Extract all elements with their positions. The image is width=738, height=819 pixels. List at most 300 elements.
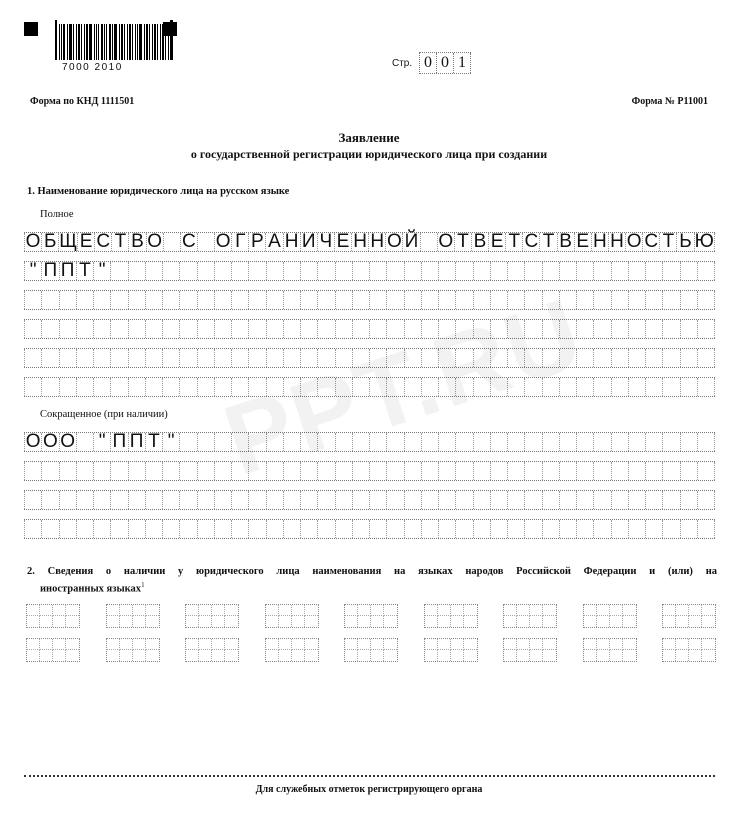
char-cell[interactable]	[645, 520, 662, 538]
char-cell[interactable]	[266, 491, 283, 509]
language-code-cell[interactable]	[40, 650, 53, 661]
char-cell[interactable]	[662, 320, 679, 338]
char-cell[interactable]	[593, 320, 610, 338]
language-code-cell[interactable]	[384, 616, 397, 627]
char-cell[interactable]	[455, 433, 472, 451]
char-cell[interactable]: О	[25, 431, 41, 452]
language-code-block[interactable]	[185, 604, 239, 628]
char-cell[interactable]: О	[626, 231, 642, 252]
char-cell[interactable]	[145, 378, 162, 396]
char-cell[interactable]	[179, 320, 196, 338]
char-cell[interactable]	[59, 349, 76, 367]
language-code-cell[interactable]	[27, 650, 40, 661]
char-cell[interactable]	[59, 320, 76, 338]
language-code-cell[interactable]	[120, 650, 133, 661]
char-cell[interactable]	[300, 320, 317, 338]
char-cell[interactable]	[593, 520, 610, 538]
char-cell[interactable]	[214, 491, 231, 509]
char-cell[interactable]	[680, 462, 697, 480]
char-cell[interactable]	[145, 320, 162, 338]
char-cell[interactable]	[179, 349, 196, 367]
char-cell[interactable]	[593, 262, 610, 280]
language-code-cell[interactable]	[663, 650, 676, 661]
char-cell[interactable]	[231, 291, 248, 309]
char-cell[interactable]	[76, 291, 93, 309]
full-name-row[interactable]	[24, 261, 715, 281]
language-code-block[interactable]	[344, 638, 398, 662]
char-cell[interactable]	[697, 349, 715, 367]
char-cell[interactable]	[404, 291, 421, 309]
char-cell[interactable]	[248, 520, 265, 538]
char-cell[interactable]	[352, 320, 369, 338]
char-cell[interactable]	[369, 291, 386, 309]
char-cell[interactable]: О	[386, 231, 402, 252]
char-cell[interactable]: В	[557, 233, 574, 251]
char-cell[interactable]	[300, 520, 317, 538]
char-cell[interactable]	[628, 491, 645, 509]
char-cell[interactable]: Й	[402, 233, 419, 251]
char-cell[interactable]	[76, 320, 93, 338]
language-code-block[interactable]	[185, 638, 239, 662]
char-cell[interactable]: Т	[145, 433, 162, 451]
char-cell[interactable]	[24, 462, 41, 480]
char-cell[interactable]	[697, 291, 715, 309]
char-cell[interactable]: Т	[454, 233, 471, 251]
char-cell[interactable]	[473, 462, 490, 480]
char-cell[interactable]	[490, 491, 507, 509]
char-cell[interactable]	[611, 491, 628, 509]
char-cell[interactable]	[317, 320, 334, 338]
char-cell[interactable]	[59, 520, 76, 538]
language-code-cell[interactable]	[107, 616, 120, 627]
language-code-cell[interactable]	[543, 605, 556, 616]
language-code-cell[interactable]	[66, 605, 79, 616]
char-cell[interactable]	[335, 491, 352, 509]
short-name-row[interactable]	[24, 490, 715, 510]
char-cell[interactable]	[386, 462, 403, 480]
char-cell[interactable]	[611, 291, 628, 309]
language-code-cell[interactable]	[27, 616, 40, 627]
language-code-block[interactable]	[662, 638, 716, 662]
char-cell[interactable]	[335, 320, 352, 338]
language-code-cell[interactable]	[305, 650, 318, 661]
char-cell[interactable]: "	[93, 262, 110, 280]
language-code-cell[interactable]	[53, 650, 66, 661]
char-cell[interactable]: С	[522, 233, 539, 251]
char-cell[interactable]: И	[300, 233, 317, 251]
char-cell[interactable]	[317, 262, 334, 280]
char-cell[interactable]	[197, 462, 214, 480]
language-code-cell[interactable]	[425, 616, 438, 627]
language-code-cell[interactable]	[464, 650, 477, 661]
char-cell[interactable]	[611, 378, 628, 396]
char-cell[interactable]	[179, 378, 196, 396]
page-digit-cell[interactable]: 0	[437, 53, 454, 73]
language-code-cell[interactable]	[358, 605, 371, 616]
language-code-cell[interactable]	[266, 616, 279, 627]
language-code-cell[interactable]	[279, 616, 292, 627]
char-cell[interactable]	[662, 462, 679, 480]
language-code-block[interactable]	[503, 604, 557, 628]
char-cell[interactable]	[41, 291, 58, 309]
language-code-cell[interactable]	[212, 639, 225, 650]
language-code-cell[interactable]	[345, 605, 358, 616]
char-cell[interactable]	[421, 491, 438, 509]
char-cell[interactable]: С	[642, 233, 659, 251]
language-code-cell[interactable]	[663, 616, 676, 627]
char-cell[interactable]	[59, 462, 76, 480]
language-code-block[interactable]	[106, 604, 160, 628]
char-cell[interactable]	[128, 491, 145, 509]
language-code-cell[interactable]	[517, 650, 530, 661]
language-code-cell[interactable]	[199, 616, 212, 627]
language-code-cell[interactable]	[212, 605, 225, 616]
language-code-cell[interactable]	[371, 616, 384, 627]
char-cell[interactable]	[352, 462, 369, 480]
language-code-cell[interactable]	[199, 605, 212, 616]
language-code-cell[interactable]	[292, 616, 305, 627]
language-code-cell[interactable]	[225, 616, 238, 627]
language-code-block[interactable]	[265, 638, 319, 662]
char-cell[interactable]: А	[265, 233, 282, 251]
char-cell[interactable]	[231, 349, 248, 367]
language-code-cell[interactable]	[689, 616, 702, 627]
char-cell[interactable]	[697, 262, 715, 280]
char-cell[interactable]	[110, 491, 127, 509]
language-code-cell[interactable]	[358, 616, 371, 627]
char-cell[interactable]	[369, 462, 386, 480]
language-code-cell[interactable]	[371, 650, 384, 661]
language-code-cell[interactable]	[146, 605, 159, 616]
char-cell[interactable]	[404, 491, 421, 509]
char-cell[interactable]	[24, 491, 41, 509]
char-cell[interactable]: Т	[539, 233, 556, 251]
char-cell[interactable]	[680, 349, 697, 367]
language-code-cell[interactable]	[597, 639, 610, 650]
language-code-cell[interactable]	[663, 605, 676, 616]
char-cell[interactable]	[145, 291, 162, 309]
language-code-cell[interactable]	[40, 605, 53, 616]
char-cell[interactable]	[542, 491, 559, 509]
char-cell[interactable]	[507, 262, 524, 280]
char-cell[interactable]	[41, 378, 58, 396]
char-cell[interactable]	[697, 320, 715, 338]
char-cell[interactable]	[24, 349, 41, 367]
language-code-cell[interactable]	[597, 650, 610, 661]
char-cell[interactable]	[645, 262, 662, 280]
char-cell[interactable]	[628, 291, 645, 309]
language-code-cell[interactable]	[425, 639, 438, 650]
char-cell[interactable]	[369, 491, 386, 509]
char-cell[interactable]	[162, 378, 179, 396]
char-cell[interactable]: Е	[488, 233, 505, 251]
char-cell[interactable]	[162, 262, 179, 280]
char-cell[interactable]	[197, 233, 214, 251]
language-code-cell[interactable]	[384, 650, 397, 661]
char-cell[interactable]: П	[41, 262, 58, 280]
char-cell[interactable]	[283, 491, 300, 509]
char-cell[interactable]	[283, 291, 300, 309]
language-code-cell[interactable]	[676, 650, 689, 661]
char-cell[interactable]	[386, 291, 403, 309]
char-cell[interactable]	[110, 462, 127, 480]
language-code-cell[interactable]	[199, 639, 212, 650]
char-cell[interactable]	[248, 349, 265, 367]
char-cell[interactable]: Н	[368, 233, 385, 251]
char-cell[interactable]	[404, 262, 421, 280]
language-code-cell[interactable]	[623, 650, 636, 661]
char-cell[interactable]	[352, 291, 369, 309]
char-cell[interactable]	[628, 433, 645, 451]
char-cell[interactable]	[248, 262, 265, 280]
char-cell[interactable]: Г	[231, 233, 248, 251]
char-cell[interactable]	[507, 520, 524, 538]
language-code-cell[interactable]	[212, 616, 225, 627]
char-cell[interactable]	[662, 262, 679, 280]
char-cell[interactable]	[93, 520, 110, 538]
char-cell[interactable]	[162, 291, 179, 309]
char-cell[interactable]	[542, 462, 559, 480]
char-cell[interactable]	[145, 462, 162, 480]
char-cell[interactable]: О	[438, 231, 454, 252]
char-cell[interactable]	[611, 520, 628, 538]
char-cell[interactable]	[438, 291, 455, 309]
language-code-cell[interactable]	[517, 639, 530, 650]
char-cell[interactable]	[59, 491, 76, 509]
char-cell[interactable]: С	[180, 233, 197, 251]
language-code-cell[interactable]	[451, 616, 464, 627]
language-code-cell[interactable]	[438, 650, 451, 661]
char-cell[interactable]	[507, 433, 524, 451]
language-code-block[interactable]	[583, 638, 637, 662]
char-cell[interactable]	[76, 433, 93, 451]
char-cell[interactable]	[128, 291, 145, 309]
language-code-cell[interactable]	[107, 650, 120, 661]
language-code-cell[interactable]	[186, 639, 199, 650]
char-cell[interactable]	[576, 291, 593, 309]
language-code-cell[interactable]	[425, 605, 438, 616]
language-code-cell[interactable]	[66, 616, 79, 627]
char-cell[interactable]	[231, 262, 248, 280]
language-code-cell[interactable]	[225, 650, 238, 661]
char-cell[interactable]	[421, 520, 438, 538]
char-cell[interactable]	[645, 378, 662, 396]
char-cell[interactable]	[697, 491, 715, 509]
full-name-row[interactable]	[24, 290, 715, 310]
char-cell[interactable]	[628, 520, 645, 538]
language-code-cell[interactable]	[305, 639, 318, 650]
language-code-block[interactable]	[26, 638, 80, 662]
char-cell[interactable]	[611, 349, 628, 367]
char-cell[interactable]	[110, 262, 127, 280]
language-code-cell[interactable]	[384, 639, 397, 650]
char-cell[interactable]	[662, 291, 679, 309]
char-cell[interactable]: Ь	[676, 233, 693, 251]
char-cell[interactable]	[680, 433, 697, 451]
char-cell[interactable]	[421, 262, 438, 280]
char-cell[interactable]	[645, 462, 662, 480]
char-cell[interactable]	[593, 291, 610, 309]
language-code-cell[interactable]	[517, 605, 530, 616]
char-cell[interactable]	[697, 462, 715, 480]
char-cell[interactable]	[41, 320, 58, 338]
language-code-cell[interactable]	[107, 605, 120, 616]
char-cell[interactable]	[59, 378, 76, 396]
language-code-cell[interactable]	[186, 616, 199, 627]
char-cell[interactable]	[559, 433, 576, 451]
char-cell[interactable]: Т	[505, 233, 522, 251]
char-cell[interactable]	[438, 491, 455, 509]
language-code-cell[interactable]	[266, 605, 279, 616]
char-cell[interactable]	[645, 349, 662, 367]
char-cell[interactable]	[24, 320, 41, 338]
language-code-block[interactable]	[344, 604, 398, 628]
char-cell[interactable]	[438, 462, 455, 480]
char-cell[interactable]	[231, 320, 248, 338]
language-code-cell[interactable]	[451, 650, 464, 661]
char-cell[interactable]	[300, 291, 317, 309]
char-cell[interactable]	[179, 291, 196, 309]
char-cell[interactable]	[455, 262, 472, 280]
language-code-cell[interactable]	[358, 639, 371, 650]
char-cell[interactable]	[438, 262, 455, 280]
char-cell[interactable]	[524, 462, 541, 480]
char-cell[interactable]	[662, 520, 679, 538]
char-cell[interactable]	[93, 491, 110, 509]
char-cell[interactable]	[662, 491, 679, 509]
char-cell[interactable]	[179, 433, 196, 451]
language-code-cell[interactable]	[504, 639, 517, 650]
language-code-cell[interactable]	[464, 639, 477, 650]
char-cell[interactable]	[645, 320, 662, 338]
char-cell[interactable]: Ю	[694, 231, 714, 252]
char-cell[interactable]	[145, 520, 162, 538]
char-cell[interactable]	[680, 262, 697, 280]
language-code-cell[interactable]	[305, 605, 318, 616]
char-cell[interactable]: В	[128, 233, 145, 251]
page-digit-cell[interactable]: 0	[420, 53, 437, 73]
language-code-cell[interactable]	[610, 616, 623, 627]
language-code-cell[interactable]	[584, 639, 597, 650]
char-cell[interactable]	[628, 349, 645, 367]
char-cell[interactable]	[266, 520, 283, 538]
char-cell[interactable]	[369, 262, 386, 280]
page-number-field[interactable]	[419, 52, 471, 74]
char-cell[interactable]: П	[128, 433, 145, 451]
language-code-cell[interactable]	[610, 650, 623, 661]
char-cell[interactable]	[266, 349, 283, 367]
char-cell[interactable]	[248, 291, 265, 309]
char-cell[interactable]	[386, 520, 403, 538]
char-cell[interactable]	[507, 491, 524, 509]
char-cell[interactable]	[507, 462, 524, 480]
char-cell[interactable]	[24, 520, 41, 538]
char-cell[interactable]	[593, 433, 610, 451]
language-code-cell[interactable]	[266, 650, 279, 661]
language-code-cell[interactable]	[504, 605, 517, 616]
char-cell[interactable]	[645, 491, 662, 509]
char-cell[interactable]	[197, 378, 214, 396]
char-cell[interactable]	[662, 433, 679, 451]
char-cell[interactable]: О	[25, 231, 41, 252]
char-cell[interactable]	[576, 433, 593, 451]
language-code-cell[interactable]	[504, 616, 517, 627]
char-cell[interactable]	[110, 378, 127, 396]
char-cell[interactable]: Б	[41, 233, 58, 251]
char-cell[interactable]	[421, 291, 438, 309]
language-code-cell[interactable]	[146, 639, 159, 650]
char-cell[interactable]	[93, 378, 110, 396]
char-cell[interactable]	[162, 520, 179, 538]
char-cell[interactable]	[248, 320, 265, 338]
char-cell[interactable]	[93, 320, 110, 338]
char-cell[interactable]	[317, 520, 334, 538]
char-cell[interactable]	[93, 349, 110, 367]
char-cell[interactable]	[266, 320, 283, 338]
language-code-cell[interactable]	[689, 605, 702, 616]
language-code-cell[interactable]	[133, 639, 146, 650]
char-cell[interactable]	[145, 491, 162, 509]
language-code-block[interactable]	[583, 604, 637, 628]
char-cell[interactable]	[524, 491, 541, 509]
language-code-cell[interactable]	[146, 650, 159, 661]
char-cell[interactable]	[231, 520, 248, 538]
char-cell[interactable]	[593, 378, 610, 396]
char-cell[interactable]	[559, 491, 576, 509]
language-code-cell[interactable]	[305, 616, 318, 627]
char-cell[interactable]	[179, 491, 196, 509]
language-code-cell[interactable]	[663, 639, 676, 650]
char-cell[interactable]	[559, 462, 576, 480]
char-cell[interactable]: О	[60, 431, 76, 452]
language-code-cell[interactable]	[53, 616, 66, 627]
char-cell[interactable]	[680, 520, 697, 538]
language-code-cell[interactable]	[133, 605, 146, 616]
char-cell[interactable]: Т	[659, 233, 676, 251]
char-cell[interactable]	[680, 491, 697, 509]
char-cell[interactable]: Т	[76, 262, 93, 280]
char-cell[interactable]	[128, 262, 145, 280]
page-digit-cell[interactable]: 1	[454, 53, 471, 73]
language-code-cell[interactable]	[530, 605, 543, 616]
char-cell[interactable]: Н	[591, 233, 608, 251]
char-cell[interactable]	[128, 520, 145, 538]
char-cell[interactable]	[197, 349, 214, 367]
language-code-cell[interactable]	[623, 616, 636, 627]
char-cell[interactable]	[128, 462, 145, 480]
char-cell[interactable]	[214, 262, 231, 280]
language-code-cell[interactable]	[199, 650, 212, 661]
char-cell[interactable]	[404, 462, 421, 480]
language-code-cell[interactable]	[676, 616, 689, 627]
char-cell[interactable]	[593, 491, 610, 509]
char-cell[interactable]	[542, 520, 559, 538]
char-cell[interactable]	[41, 462, 58, 480]
char-cell[interactable]: Ч	[317, 233, 334, 251]
char-cell[interactable]	[197, 491, 214, 509]
char-cell[interactable]	[473, 520, 490, 538]
char-cell[interactable]	[266, 262, 283, 280]
language-code-cell[interactable]	[451, 605, 464, 616]
char-cell[interactable]	[197, 262, 214, 280]
char-cell[interactable]	[490, 462, 507, 480]
language-code-cell[interactable]	[504, 650, 517, 661]
char-cell[interactable]: О	[42, 431, 58, 452]
short-name-row[interactable]	[24, 519, 715, 539]
language-code-cell[interactable]	[212, 650, 225, 661]
char-cell[interactable]	[628, 378, 645, 396]
char-cell[interactable]	[352, 520, 369, 538]
